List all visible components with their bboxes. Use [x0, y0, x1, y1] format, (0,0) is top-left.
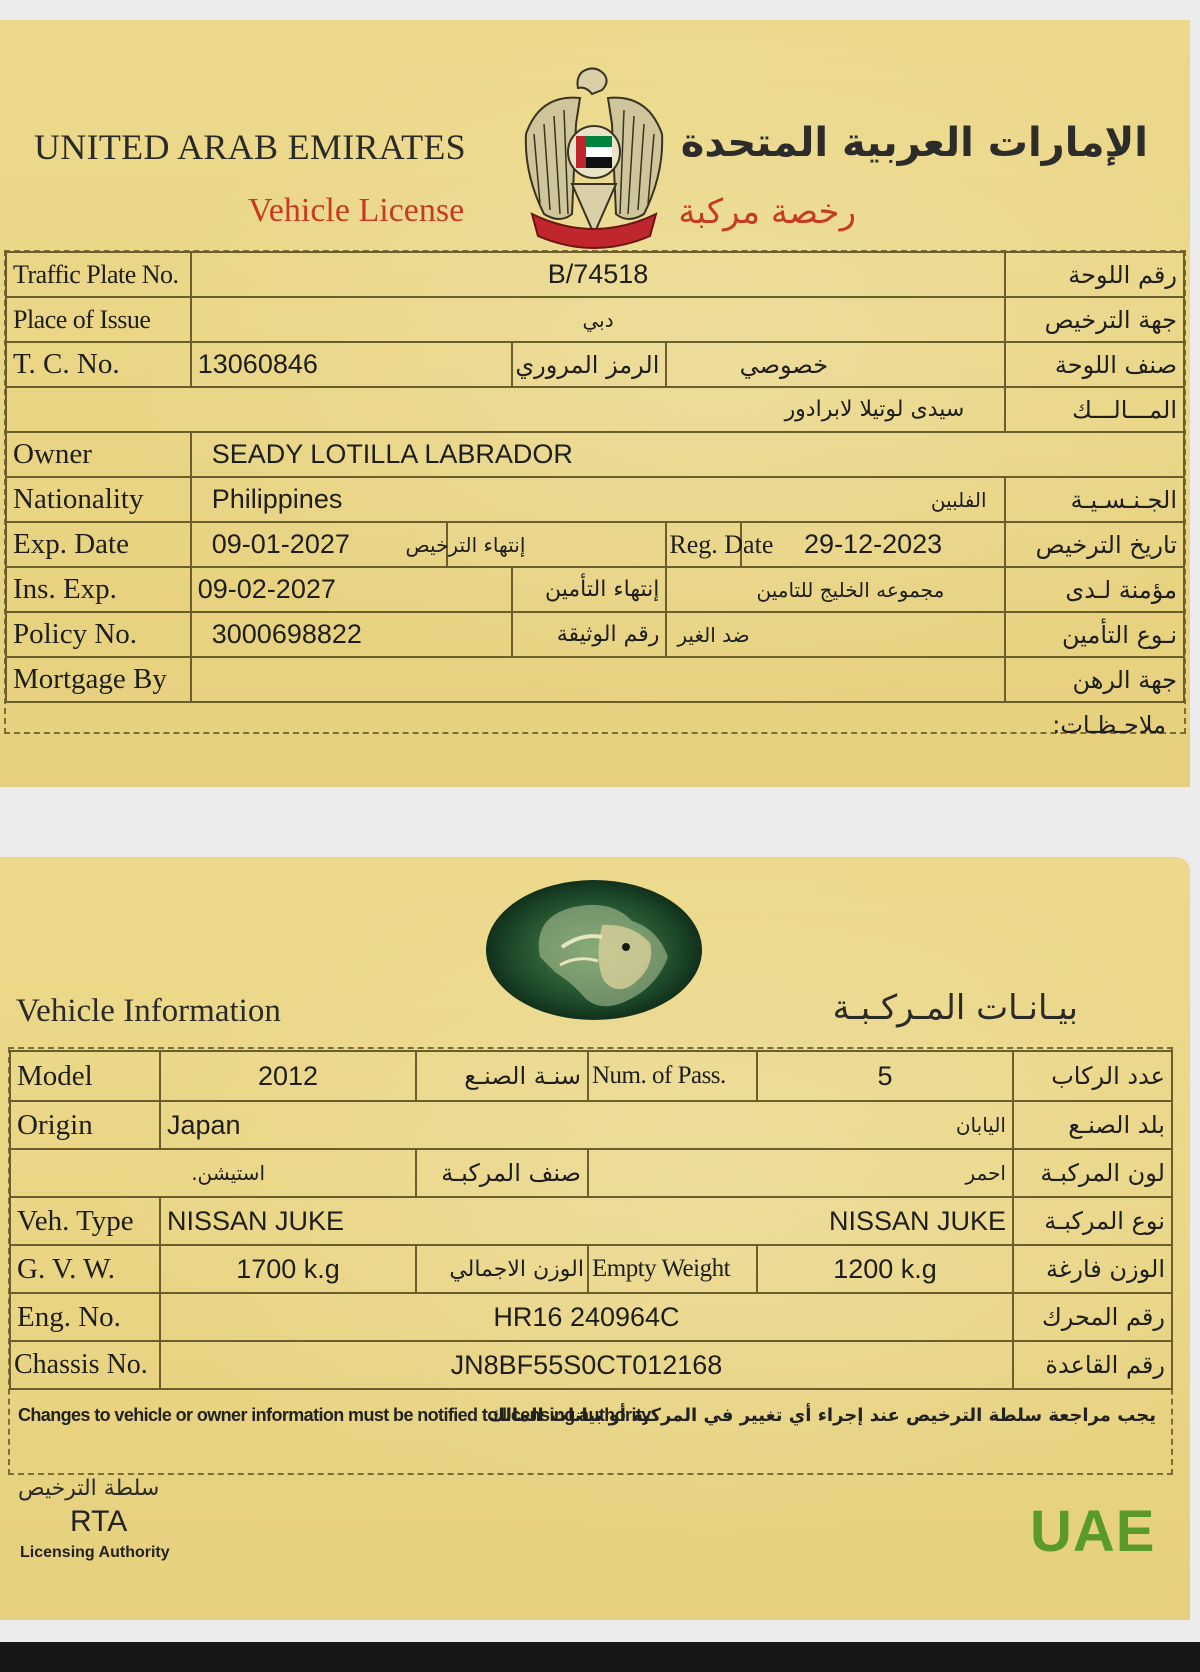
country-of-origin-label-ar: بلد الصنـع — [1013, 1101, 1172, 1149]
traffic-plate-value: B/74518 — [191, 252, 1006, 297]
traffic-plate-label-ar: رقم اللوحة — [1005, 252, 1184, 297]
license-expiry-label-ar: إنتهاء الترخيص — [447, 522, 666, 567]
vehicle-type-value: NISSAN JUKE — [160, 1197, 588, 1245]
nationality-label: Nationality — [6, 477, 191, 522]
owner-name-ar: سيدى لوتيلا لابرادور — [6, 387, 1005, 432]
chassis-no-label-ar: رقم القاعدة — [1013, 1341, 1172, 1389]
traffic-plate-label: Traffic Plate No. — [6, 252, 191, 297]
exp-date-value: 09-01-2027 — [191, 522, 447, 567]
row-insurance-exp — [6, 567, 1184, 612]
row-tc-no — [6, 342, 1184, 387]
gvw-value: 1700 k.g — [160, 1245, 416, 1293]
notice-en: Changes to vehicle or owner information must be notified to licensing authority — [18, 1405, 651, 1425]
plate-class-value-ar: خصوصي — [666, 342, 1005, 387]
model-label: Model — [10, 1051, 160, 1101]
country-name-en: UNITED ARAB EMIRATES — [34, 127, 467, 167]
origin-value: Japan — [160, 1101, 757, 1149]
policy-no-label-ar: رقم الوثيقة — [512, 612, 666, 657]
gross-weight-label-ar: الوزن الاجمالي — [416, 1245, 588, 1293]
vehicle-license-front-card — [0, 20, 1190, 787]
owner-value: SEADY LOTILLA LABRADOR — [191, 432, 1184, 477]
nationality-value: Philippines — [191, 477, 741, 522]
reg-date-value: 29-12-2023 — [741, 522, 1005, 567]
reg-date-label: Reg. Date — [666, 522, 741, 567]
insurance-exp-value: 09-02-2027 — [191, 567, 513, 612]
vehicle-information-title-ar: بيـانـات المـركـبـة — [832, 988, 1078, 1028]
vehicle-class-value-ar: استيشن. — [10, 1149, 416, 1197]
remarks-label-ar: ملاحـظـات: — [1052, 710, 1166, 739]
tc-no-value: 13060846 — [191, 342, 513, 387]
model-value: 2012 — [160, 1051, 416, 1101]
row-chassis-no — [10, 1341, 1172, 1389]
chassis-no-label: Chassis No. — [10, 1341, 160, 1389]
front-details-table — [5, 251, 1185, 746]
row-vehicle-type — [10, 1197, 1172, 1245]
uae-mark: UAE — [1030, 1499, 1156, 1564]
engine-no-label-ar: رقم المحرك — [1013, 1293, 1172, 1341]
origin-value-ar: اليابان — [757, 1101, 1013, 1149]
row-mortgage — [6, 657, 1184, 702]
row-model — [10, 1051, 1172, 1101]
uae-eagle-emblem-icon — [520, 64, 668, 250]
vehicle-class-label-ar: صنف المركبـة — [416, 1149, 588, 1197]
row-remarks — [6, 702, 1184, 746]
row-origin — [10, 1101, 1172, 1149]
vehicle-details-table — [9, 1050, 1173, 1390]
insured-by-label-ar: مؤمنة لـدى — [1005, 567, 1184, 612]
origin-label: Origin — [10, 1101, 160, 1149]
country-name-ar: الإمارات العربية المتحدة — [680, 120, 1148, 166]
row-nationality — [6, 477, 1184, 522]
gvw-label: G. V. W. — [10, 1245, 160, 1293]
vehicle-information-title-en: Vehicle Information — [16, 993, 281, 1029]
falcon-emblem-icon — [482, 877, 706, 1023]
owner-label-ar: المـــالـــك — [1005, 387, 1184, 432]
bottom-bar — [0, 1642, 1200, 1672]
row-traffic-plate — [6, 252, 1184, 297]
insurance-expiry-label-ar: إنتهاء التأمين — [512, 567, 666, 612]
traffic-code-label-ar: الرمز المروري — [512, 342, 666, 387]
notice-ar: يجب مراجعة سلطة الترخيص عند إجراء أي تغيير في المركبة أو بيانات المالك — [488, 1405, 1156, 1426]
vehicle-type-value-2: NISSAN JUKE — [588, 1197, 1013, 1245]
row-engine-no — [10, 1293, 1172, 1341]
policy-no-value: 3000698822 — [191, 612, 513, 657]
insurer-value-ar: مجموعه الخليج للتامين — [666, 567, 1005, 612]
engine-no-label: Eng. No. — [10, 1293, 160, 1341]
empty-weight-value: 1200 k.g — [757, 1245, 1013, 1293]
num-of-pass-value: 5 — [757, 1051, 1013, 1101]
vehicle-type-label-ar: نوع المركبـة — [1013, 1197, 1172, 1245]
policy-no-label: Policy No. — [6, 612, 191, 657]
empty-weight-label: Empty Weight — [588, 1245, 757, 1293]
place-of-issue-label: Place of Issue — [6, 297, 191, 342]
insurance-exp-label: Ins. Exp. — [6, 567, 191, 612]
licensing-authority-name: RTA — [70, 1505, 128, 1538]
row-place-of-issue — [6, 297, 1184, 342]
place-of-issue-label-ar: جهة الترخيص — [1005, 297, 1184, 342]
row-policy-no — [6, 612, 1184, 657]
chassis-no-value: JN8BF55S0CT012168 — [160, 1341, 1013, 1389]
num-of-pass-label: Num. of Pass. — [588, 1051, 757, 1101]
document-title-en: Vehicle License — [248, 192, 465, 229]
row-gvw — [10, 1245, 1172, 1293]
passengers-label-ar: عدد الركاب — [1013, 1051, 1172, 1101]
empty-weight-label-ar: الوزن فارغة — [1013, 1245, 1172, 1293]
plate-class-label-ar: صنف اللوحة — [1005, 342, 1184, 387]
owner-label: Owner — [6, 432, 191, 477]
manufacture-year-label-ar: سنـة الصنـع — [416, 1051, 588, 1101]
mortgage-by-value — [191, 657, 1006, 702]
insurance-type-label-ar: نـوع التأمين — [1005, 612, 1184, 657]
vehicle-color-label-ar: لون المركبـة — [1013, 1149, 1172, 1197]
row-color-class — [10, 1149, 1172, 1197]
row-owner — [6, 432, 1184, 477]
mortgage-label-ar: جهة الرهن — [1005, 657, 1184, 702]
vehicle-type-label: Veh. Type — [10, 1197, 160, 1245]
place-of-issue-value: دبي — [191, 297, 1006, 342]
nationality-value-ar: الفلبين — [741, 477, 1005, 522]
licensing-authority-label-en: Licensing Authority — [20, 1544, 170, 1561]
exp-date-label: Exp. Date — [6, 522, 191, 567]
license-date-label-ar: تاريخ الترخيص — [1005, 522, 1184, 567]
mortgage-by-label: Mortgage By — [6, 657, 191, 702]
row-owner-ar — [6, 387, 1184, 432]
licensing-authority-label-ar: سلطة الترخيص — [18, 1476, 160, 1501]
engine-no-value: HR16 240964C — [160, 1293, 1013, 1341]
insurance-type-value-ar: ضد الغير — [666, 612, 1005, 657]
row-exp-date — [6, 522, 1184, 567]
tc-no-label: T. C. No. — [6, 342, 191, 387]
nationality-label-ar: الجـنـسـيـة — [1005, 477, 1184, 522]
vehicle-color-value-ar: احمر — [588, 1149, 1013, 1197]
document-title-ar: رخصة مركبة — [678, 192, 856, 232]
vehicle-license-back-card — [0, 857, 1190, 1620]
